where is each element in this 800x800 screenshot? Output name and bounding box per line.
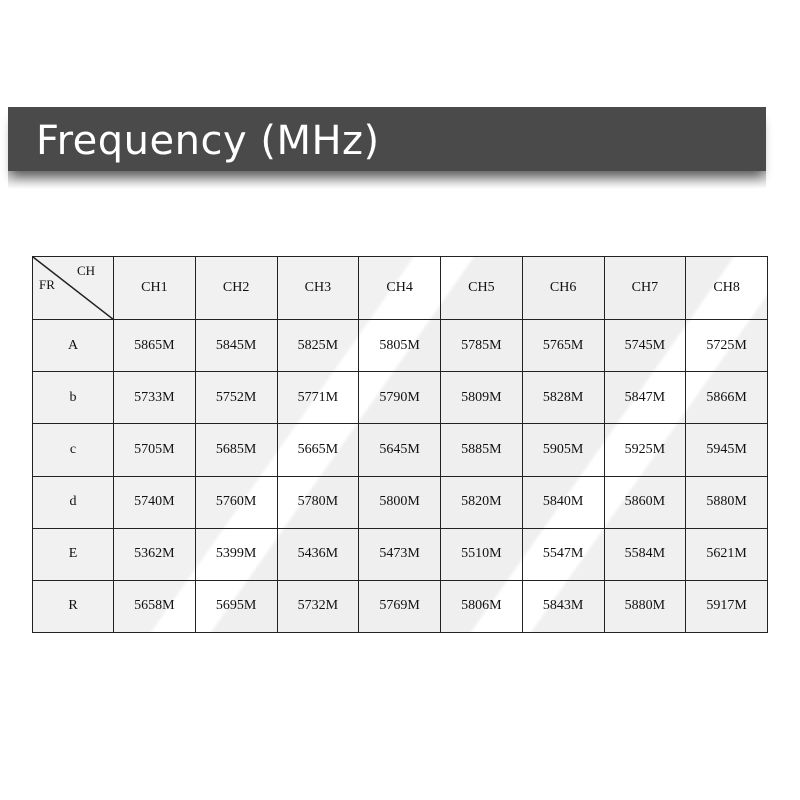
frequency-cell: 5945M bbox=[686, 424, 768, 476]
frequency-cell: 5771M bbox=[277, 372, 359, 424]
frequency-cell: 5705M bbox=[114, 424, 196, 476]
frequency-cell: 5880M bbox=[604, 580, 686, 632]
frequency-table bbox=[32, 256, 768, 633]
frequency-cell: 5510M bbox=[441, 528, 523, 580]
table-row bbox=[33, 476, 768, 528]
frequency-cell: 5866M bbox=[686, 372, 768, 424]
corner-frequency-label: FR bbox=[39, 277, 55, 292]
frequency-cell: 5860M bbox=[604, 476, 686, 528]
row-label: b bbox=[33, 372, 114, 424]
frequency-cell: 5436M bbox=[277, 528, 359, 580]
frequency-cell: 5865M bbox=[114, 320, 196, 372]
frequency-cell: 5780M bbox=[277, 476, 359, 528]
corner-cell bbox=[33, 257, 114, 320]
frequency-cell: 5658M bbox=[114, 580, 196, 632]
frequency-cell: 5645M bbox=[359, 424, 441, 476]
frequency-cell: 5785M bbox=[441, 320, 523, 372]
column-header: CH4 bbox=[359, 257, 441, 320]
frequency-cell: 5685M bbox=[195, 424, 277, 476]
frequency-cell: 5740M bbox=[114, 476, 196, 528]
frequency-cell: 5800M bbox=[359, 476, 441, 528]
column-header: CH3 bbox=[277, 257, 359, 320]
row-label: E bbox=[33, 528, 114, 580]
frequency-cell: 5905M bbox=[522, 424, 604, 476]
frequency-cell: 5473M bbox=[359, 528, 441, 580]
title-banner bbox=[8, 107, 766, 171]
corner-channel-label: CH bbox=[76, 263, 95, 278]
frequency-cell: 5760M bbox=[195, 476, 277, 528]
frequency-table-container bbox=[32, 256, 768, 633]
frequency-cell: 5621M bbox=[686, 528, 768, 580]
frequency-cell: 5843M bbox=[522, 580, 604, 632]
frequency-cell: 5828M bbox=[522, 372, 604, 424]
frequency-cell: 5399M bbox=[195, 528, 277, 580]
frequency-cell: 5732M bbox=[277, 580, 359, 632]
frequency-cell: 5825M bbox=[277, 320, 359, 372]
table-row bbox=[33, 372, 768, 424]
table-row bbox=[33, 528, 768, 580]
frequency-cell: 5790M bbox=[359, 372, 441, 424]
frequency-cell: 5809M bbox=[441, 372, 523, 424]
frequency-cell: 5847M bbox=[604, 372, 686, 424]
row-label: d bbox=[33, 476, 114, 528]
column-header: CH8 bbox=[686, 257, 768, 320]
frequency-cell: 5725M bbox=[686, 320, 768, 372]
column-header: CH6 bbox=[522, 257, 604, 320]
frequency-cell: 5752M bbox=[195, 372, 277, 424]
frequency-cell: 5805M bbox=[359, 320, 441, 372]
table-row bbox=[33, 580, 768, 632]
frequency-cell: 5695M bbox=[195, 580, 277, 632]
column-header: CH1 bbox=[114, 257, 196, 320]
row-label: R bbox=[33, 580, 114, 632]
column-header: CH2 bbox=[195, 257, 277, 320]
frequency-cell: 5880M bbox=[686, 476, 768, 528]
frequency-cell: 5885M bbox=[441, 424, 523, 476]
frequency-cell: 5820M bbox=[441, 476, 523, 528]
frequency-cell: 5917M bbox=[686, 580, 768, 632]
banner-shadow bbox=[8, 171, 766, 189]
frequency-cell: 5806M bbox=[441, 580, 523, 632]
frequency-cell: 5765M bbox=[522, 320, 604, 372]
row-label: c bbox=[33, 424, 114, 476]
table-row bbox=[33, 424, 768, 476]
frequency-cell: 5769M bbox=[359, 580, 441, 632]
row-label: A bbox=[33, 320, 114, 372]
frequency-cell: 5547M bbox=[522, 528, 604, 580]
page-title: Frequency (MHz) bbox=[36, 118, 380, 164]
column-header: CH5 bbox=[441, 257, 523, 320]
column-header: CH7 bbox=[604, 257, 686, 320]
frequency-cell: 5733M bbox=[114, 372, 196, 424]
frequency-cell: 5840M bbox=[522, 476, 604, 528]
frequency-cell: 5665M bbox=[277, 424, 359, 476]
frequency-cell: 5362M bbox=[114, 528, 196, 580]
table-header-row bbox=[33, 257, 768, 320]
table-row bbox=[33, 320, 768, 372]
frequency-cell: 5584M bbox=[604, 528, 686, 580]
frequency-cell: 5845M bbox=[195, 320, 277, 372]
frequency-cell: 5925M bbox=[604, 424, 686, 476]
frequency-cell: 5745M bbox=[604, 320, 686, 372]
